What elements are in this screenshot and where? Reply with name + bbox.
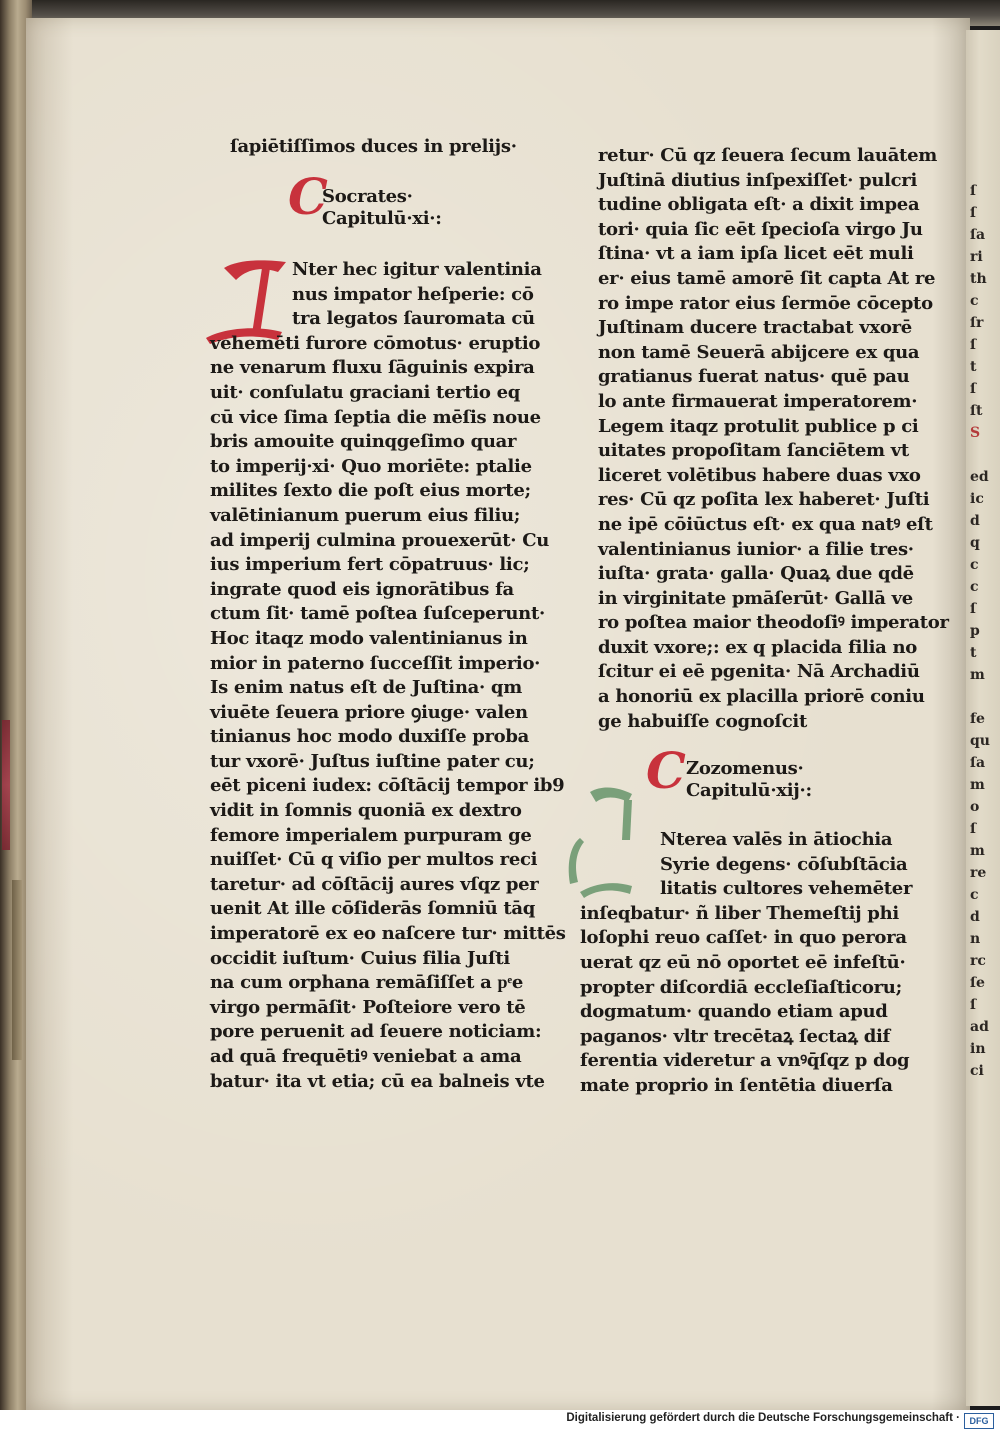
- text-line: tinianus hoc modo duxiſſe proba: [210, 726, 530, 748]
- text-line: ne venarum fluxu ſāguinis expira: [210, 357, 535, 379]
- left-top-line: ſapiētiſſimos duces in prelijs·: [230, 136, 517, 157]
- text-line: ne ipē cōiūctus eſt· ex qua natꝰ eſt: [598, 513, 933, 535]
- text-line: mate proprio in ſentētia diuerſa: [580, 1074, 893, 1096]
- text-line: virgo permāſit· Poſteiore vero tē: [210, 996, 526, 1018]
- adjacent-page-fragment: ſa: [970, 227, 986, 243]
- adjacent-page-fragment: ſe: [970, 975, 985, 991]
- adjacent-page-fragment: [966, 686, 1000, 708]
- text-line: Legem itaqz protulit publice p ci: [598, 415, 919, 437]
- adjacent-page-fragment: th: [970, 271, 987, 287]
- text-line: batur· ita vt etia; cū ea balneis vte: [210, 1070, 545, 1092]
- adjacent-page-fragment: c: [970, 557, 979, 573]
- adjacent-page-fragment: S: [970, 425, 981, 441]
- text-line: tra legatos ſauromata cū: [292, 308, 535, 330]
- adjacent-page-edge: [966, 30, 1000, 1406]
- red-initial-c-2: C: [646, 741, 686, 800]
- text-line: iuſta· grata· galla· Quaꝝ due qdē: [598, 563, 914, 585]
- text-line: Juſtinā diutius inſpexiſſet· pulcri: [598, 169, 918, 191]
- text-line: loſophi reuo caſſet· in quo perora: [580, 927, 907, 949]
- adjacent-page-fragment: ſ: [970, 337, 977, 353]
- text-line: pore peruenit ad ſeuere noticiam:: [210, 1021, 542, 1043]
- text-line: liceret volētibus habere duas vxo: [598, 464, 921, 486]
- text-line: a honoriū ex placilla priorē coniu: [598, 686, 925, 708]
- adjacent-page-fragment: rc: [970, 953, 986, 969]
- text-line: milites ſexto die poſt eius morte;: [210, 480, 531, 502]
- adjacent-page-fragment: m: [970, 843, 985, 859]
- adjacent-page-fragment: ſ: [970, 205, 977, 221]
- adjacent-page-fragment: ſt: [970, 403, 983, 419]
- text-line: ctum ſit· tamē poſtea ſuſceperunt·: [210, 603, 545, 625]
- adjacent-page-fragment: q: [970, 535, 980, 551]
- text-line: mior in paterno ſucceſſit imperio·: [210, 652, 541, 674]
- adjacent-page-fragment: ic: [970, 491, 984, 507]
- text-line: non tamē Seuerā abijcere ex qua: [598, 341, 920, 363]
- red-initial-c: C: [288, 167, 328, 226]
- text-line: propter diſcordiā eccleſiaſticoru;: [580, 976, 902, 998]
- text-line: vehemēti furore cōmotus· eruptio: [210, 332, 541, 354]
- text-line: viuēte ſeuera priore ꝯiuge· valen: [210, 701, 528, 723]
- text-line: nuiſſet· Cū q viſio per multos reci: [210, 849, 538, 871]
- text-line: tori· quia ſic eēt ſpecioſa virgo Ju: [598, 218, 923, 240]
- adjacent-page-fragment: ad: [970, 1019, 989, 1035]
- dfg-logo-icon: DFG: [964, 1413, 994, 1429]
- text-line: tudine obligata eſt· a dixit impea: [598, 194, 920, 216]
- adjacent-page-fragment: qu: [970, 733, 990, 749]
- adjacent-page-fragment: ſ: [970, 997, 977, 1013]
- text-line: litatis cultores vehemēter: [660, 878, 913, 900]
- adjacent-page-fragment: ſ: [970, 821, 977, 837]
- text-line: imperatorē ex eo naſcere tur· mittēs: [210, 923, 566, 945]
- text-line: ad quā frequētiꝰ veniebat a ama: [210, 1046, 522, 1067]
- text-line: uit· conſulatu graciani tertio eq: [210, 381, 521, 403]
- text-line: ge habuiſſe cognoſcit: [598, 710, 807, 732]
- text-line: retur· Cū qz ſeuera ſecum lauātem: [598, 145, 937, 166]
- text-line: Nterea valēs in ātiochia: [660, 829, 893, 850]
- text-line: ingrate quod eis ignorātibus fa: [210, 578, 514, 600]
- adjacent-page-fragment: ri: [970, 249, 983, 265]
- adjacent-page-fragment: in: [970, 1041, 986, 1057]
- adjacent-page-fragment: o: [970, 799, 980, 815]
- adjacent-page-fragment: ed: [970, 469, 989, 485]
- adjacent-page-fragment: c: [970, 293, 979, 309]
- text-line: res· Cū qz poſita lex haberet· Juſti: [598, 489, 930, 511]
- text-line: Is enim natus eſt de Juſtina· qm: [210, 677, 522, 699]
- text-line: ro impe rator eius ſermōe cōcepto: [598, 292, 933, 314]
- text-line: tur vxorē· Juſtus iuſtine pater cu;: [210, 750, 535, 772]
- adjacent-page-fragment: t: [970, 359, 977, 375]
- adjacent-page-fragment: ſ: [970, 601, 977, 617]
- text-line: cū vice ſima ſeptia die mēſis noue: [210, 406, 541, 428]
- text-line: ſtina· vt a iam ipſa licet eēt muli: [598, 243, 914, 265]
- adjacent-page-fragment: c: [970, 579, 979, 595]
- text-line: na cum orphana remāſiſſet a pͤe: [210, 972, 524, 994]
- text-line: bris amouite quinqgeſimo quar: [210, 431, 517, 453]
- text-line: Syrie degens· cōſubſtācia: [660, 853, 908, 875]
- right-heading-chapter: Capitulū·xij·:: [686, 780, 812, 801]
- adjacent-page-fragment: p: [970, 623, 980, 639]
- page-edge-shadow: [12, 880, 22, 1060]
- text-line: nus impator heſperie: cō: [292, 283, 534, 305]
- text-line: valentinianus iunior· a filie tres·: [598, 538, 914, 560]
- adjacent-page-fragment: t: [970, 645, 977, 661]
- text-line: uitates propoſitam ſanciētem vt: [598, 440, 909, 462]
- text-line: taretur· ad cōſtācij aures vſqz per: [210, 873, 539, 895]
- adjacent-page-fragment: ſ: [970, 183, 977, 199]
- text-line: ius imperium fert cōpatruus· lic;: [210, 554, 530, 576]
- adjacent-page-fragment: m: [970, 777, 985, 793]
- text-line: vidit in ſomnis quoniā ex dextro: [210, 800, 522, 822]
- text-line: dogmatum· quando etiam apud: [580, 1001, 888, 1023]
- text-line: duxit vxore;: ex q placida filia no: [598, 636, 917, 658]
- green-initial-i: [560, 780, 660, 910]
- adjacent-page-fragment: m: [970, 667, 985, 683]
- footer-bar: [0, 1410, 1000, 1430]
- text-line: Nter hec igitur valentinia: [292, 259, 542, 280]
- text-line: gratianus fuerat natus· quē pau: [598, 366, 910, 388]
- adjacent-page-fragment: ſa: [970, 755, 986, 771]
- text-line: er· eius tamē amorē ſit capta At re: [598, 267, 936, 289]
- text-line: ad imperij culmina prouexerūt· Cu: [210, 529, 550, 551]
- left-heading-chapter: Capitulū·xi·:: [322, 208, 442, 229]
- adjacent-page-fragment: fe: [970, 711, 985, 727]
- page-edge-stain: [2, 720, 10, 850]
- text-line: valētinianum puerum eius filiu;: [210, 504, 521, 526]
- text-line: uenit At ille cōſiderās ſomniū tāq: [210, 898, 536, 920]
- adjacent-page-fragment: [966, 444, 1000, 466]
- text-line: ſcitur ei eē pgenita· Nā Archadiū: [598, 661, 920, 683]
- right-text-column-a: [598, 144, 949, 734]
- right-text-column-b: [580, 828, 913, 1099]
- text-line: to imperij·xi· Quo moriēte: ptalie: [210, 455, 532, 477]
- text-line: in virginitate pmāſerūt· Gallā ve: [598, 587, 913, 609]
- decorated-initial-i-green-icon: [560, 780, 660, 910]
- text-line: Juſtinam ducere tractabat vxorē: [598, 317, 912, 339]
- text-line: paganos· vltr trecētaꝝ ſectaꝝ dif: [580, 1025, 891, 1047]
- funding-credit: Digitalisierung gefördert durch die Deutsche Forschungsgemeinschaft ·: [566, 1412, 960, 1424]
- left-text-column: [210, 258, 566, 1094]
- adjacent-page-fragment: d: [970, 513, 980, 529]
- text-line: Hoc itaqz modo valentinianus in: [210, 627, 528, 649]
- adjacent-page-fragment: ſr: [970, 315, 984, 331]
- adjacent-page-fragment: re: [970, 865, 987, 881]
- text-line: ferentia videretur a vnꝰq̄ſqz p dog: [580, 1050, 910, 1072]
- adjacent-page-fragment: n: [970, 931, 981, 947]
- text-line: uerat qz eū nō oportet eē infeſtū·: [580, 951, 906, 973]
- text-line: ro poſtea maior theodoſiꝰ imperator: [598, 612, 949, 634]
- text-line: femore imperialem purpuram ge: [210, 824, 532, 846]
- adjacent-page-fragment: c: [970, 887, 979, 903]
- adjacent-page-fragment: ſ: [970, 381, 977, 397]
- text-line: eēt piceni iudex: cōſtācij tempor ib9: [210, 775, 565, 797]
- adjacent-page-fragment: ci: [970, 1063, 984, 1079]
- adjacent-page-fragment: d: [970, 909, 980, 925]
- right-heading-author: Zozomenus·: [686, 758, 804, 779]
- left-heading-author: Socrates·: [322, 186, 413, 207]
- text-line: lo ante firmauerat imperatorem·: [598, 390, 918, 412]
- text-line: occidit iuſtum· Cuius filia Juſti: [210, 947, 510, 969]
- text-line: inſeqbatur· ñ liber Themeſtij phi: [580, 902, 899, 924]
